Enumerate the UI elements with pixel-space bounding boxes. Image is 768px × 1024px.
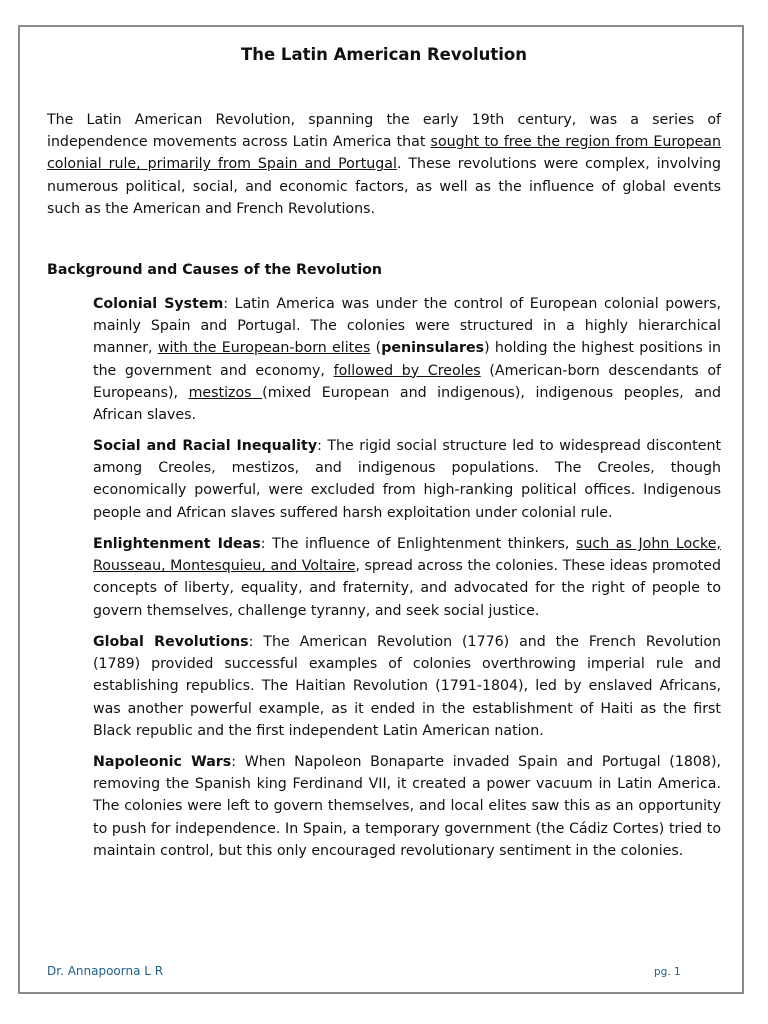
section-term: Colonial System (93, 296, 224, 312)
section-text: : The American Revolution (1776) and the French Revolution (1789) provided successful examples of colonies overthrowing imperial rule and establishing republics. The Haitian Revolution (1791-1804), led by enslaved Africans, was another powerful example, as it ended in the establishment of Haiti as the first Black republic and the first independent Latin American nation. (93, 634, 722, 739)
section-term: Napoleonic Wars (93, 754, 232, 770)
section-term: Enlightenment Ideas (93, 536, 261, 552)
section-social-inequality (93, 435, 721, 524)
section-underlined: such as John Locke, Rousseau, Montesquieu, and Voltaire (93, 536, 721, 575)
section-text: : When Napoleon Bonaparte invaded Spain and Portugal (1808), removing the Spanish king Ferdinand VII, it created a power vacuum in Latin America. The colonies were left to govern themselves, and local elites saw this as an opportunity to push for independence. In Spain, a temporary government (the Cádiz Cortes) tried to maintain control, but this only encouraged revolutionary sentiment in the colonies. (93, 754, 721, 859)
intro-text: The Latin American Revolution, spanning the early 19th century, was a series of independence movements across Latin America that (47, 112, 721, 151)
section-bold: peninsulares (381, 340, 485, 357)
intro-paragraph (47, 109, 721, 220)
section-heading: Background and Causes of the Revolution (47, 262, 383, 278)
document-title: The Latin American Revolution (241, 45, 527, 64)
section-global-revolutions (93, 631, 721, 742)
section-text: ( (370, 340, 382, 357)
section-text: : The influence of Enlightenment thinkers, (260, 536, 577, 552)
intro-underlined: sought to free the region from European colonial rule, primarily from Spain and Portugal (47, 134, 721, 173)
footer-author: Dr. Annapoorna L R (47, 964, 164, 978)
section-text: : Latin America was under the control of European colonial powers, mainly Spain and Portugal. The colonies were structured in a highly hierarchical manner, (93, 296, 721, 357)
intro-text: . These revolutions were complex, involving numerous political, social, and economic factors, as well as the influence of global events such as the American and French Revolutions. (47, 156, 721, 217)
section-underlined: followed by Creoles (333, 362, 481, 379)
section-underlined: mestizos (188, 384, 263, 401)
section-napoleonic-wars (93, 751, 721, 862)
section-text: , spread across the colonies. These ideas promoted concepts of liberty, equality, and fraternity, and advocated for the right of people to govern themselves, challenge tyranny, and seek social justice. (93, 558, 721, 619)
section-text: : The rigid social structure led to widespread discontent among Creoles, mestizos, and indigenous populations. The Creoles, though economically powerful, were excluded from high-ranking political offices. Indigenous people and African slaves suffered harsh exploitation under colonial rule. (93, 438, 722, 521)
section-term: Global Revolutions (93, 634, 249, 650)
section-text: (mixed European and indigenous), indigenous peoples, and African slaves. (93, 384, 722, 424)
section-term: Social and Racial Inequality (93, 438, 318, 454)
section-text: ) holding the highest positions in the government and economy, (93, 340, 722, 379)
section-text: (American-born descendants of Europeans), (93, 362, 721, 401)
footer-page-number: pg. 1 (654, 966, 681, 978)
section-enlightenment-ideas (93, 533, 721, 622)
section-colonial-system (93, 293, 721, 426)
section-underlined: with the European-born elites (157, 340, 371, 357)
